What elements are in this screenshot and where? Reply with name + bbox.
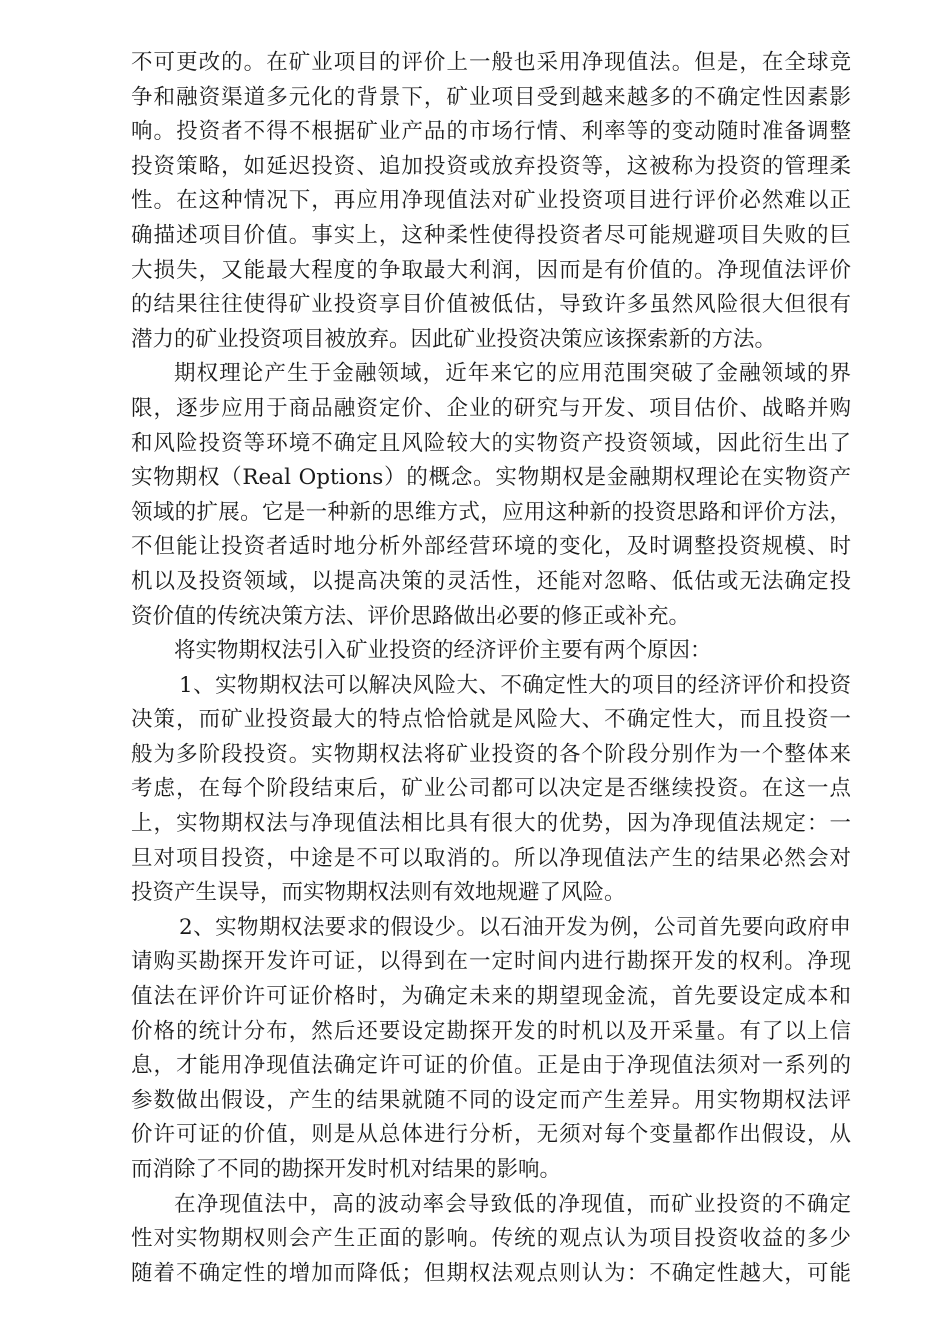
text-line: 实物期权（Real Options）的概念。实物期权是金融期权理论在实物资产 [131,465,851,491]
text-line: 资价值的传统决策方法、评价思路做出必要的修正或补充。 [131,603,691,629]
paragraph [131,46,851,357]
text-line: 价格的统计分布，然后还要设定勘探开发的时机以及开采量。有了以上信 [131,1018,851,1044]
text-line: 将实物期权法引入矿业投资的经济评价主要有两个原因： [174,638,712,664]
text-line: 投资产生误导，而实物期权法则有效地规避了风险。 [131,880,626,906]
paragraph [131,911,851,1188]
text-line: 投资策略，如延迟投资、追加投资或放弃投资等，这被称为投资的管理柔 [131,153,851,179]
text-line: 般为多阶段投资。实物期权法将矿业投资的各个阶段分别作为一个整体来 [131,741,851,767]
text-line: 而消除了不同的勘探开发时机对结果的影响。 [131,1157,562,1182]
text-line: 随着不确定性的增加而降低；但期权法观点则认为：不确定性越大，可能 [131,1260,851,1286]
text-line: 期权理论产生于金融领域，近年来它的应用范围突破了金融领域的界 [174,361,851,387]
text-line: 大损失，又能最大程度的争取最大利润，因而是有价值的。净现值法评价 [131,257,851,283]
text-line: 旦对项目投资，中途是不可以取消的。所以净现值法产生的结果必然会对 [131,845,851,871]
paragraph [131,634,851,669]
text-line: 性对实物期权则会产生正面的影响。传统的观点认为项目投资收益的多少 [131,1226,851,1252]
paragraph [131,1188,851,1292]
text-line: 限，逐步应用于商品融资定价、企业的研究与开发、项目估价、战略并购 [131,395,851,421]
text-line: 不可更改的。在矿业项目的评价上一般也采用净现值法。但是，在全球竞 [131,50,851,75]
text-line: 和风险投资等环境不确定且风险较大的实物资产投资领域，因此衍生出了 [131,430,851,456]
text-line: 考虑，在每个阶段结束后，矿业公司都可以决定是否继续投资。在这一点 [131,776,851,802]
text-line: 不但能让投资者适时地分析外部经营环境的变化，及时调整投资规模、时 [131,534,851,560]
text-line: 价许可证的价值，则是从总体进行分析，无须对每个变量都作出假设，从 [131,1122,851,1148]
paragraph [131,669,851,911]
text-line: 请购买勘探开发许可证，以得到在一定时间内进行勘探开发的权利。净现 [131,949,851,975]
body-text [131,46,851,1291]
text-line: 领域的扩展。它是一种新的思维方式，应用这种新的投资思路和评价方法， [131,499,851,525]
text-line: 争和融资渠道多元化的背景下，矿业项目受到越来越多的不确定性因素影 [131,84,851,110]
text-line: 在净现值法中，高的波动率会导致低的净现值，而矿业投资的不确定 [174,1191,851,1217]
text-line: 2、实物期权法要求的假设少。以石油开发为例，公司首先要向政府申 [179,914,851,940]
text-line: 性。在这种情况下，再应用净现值法对矿业投资项目进行评价必然难以正 [131,188,851,214]
text-line: 1、实物期权法可以解决风险大、不确定性大的项目的经济评价和投资 [179,672,851,698]
text-line: 息，才能用净现值法确定许可证的价值。正是由于净现值法须对一系列的 [131,1053,851,1079]
text-line: 机以及投资领域，以提高决策的灵活性，还能对忽略、低估或无法确定投 [131,568,851,594]
paragraph [131,357,851,634]
text-line: 确描述项目价值。事实上，这种柔性使得投资者尽可能规避项目失败的巨 [131,222,851,248]
text-line: 决策，而矿业投资最大的特点恰恰就是风险大、不确定性大，而且投资一 [131,707,851,733]
text-line: 参数做出假设，产生的结果就随不同的设定而产生差异。用实物期权法评 [131,1087,851,1113]
text-line: 上，实物期权法与净现值法相比具有很大的优势，因为净现值法规定：一 [131,811,851,837]
text-line: 的结果往往使得矿业投资享目价值被低估，导致许多虽然风险很大但很有 [131,292,851,318]
text-line: 响。投资者不得不根据矿业产品的市场行情、利率等的变动随时准备调整 [131,119,851,145]
text-line: 潜力的矿业投资项目被放弃。因此矿业投资决策应该探索新的方法。 [131,326,777,352]
text-line: 值法在评价许可证价格时，为确定未来的期望现金流，首先要设定成本和 [131,984,851,1010]
